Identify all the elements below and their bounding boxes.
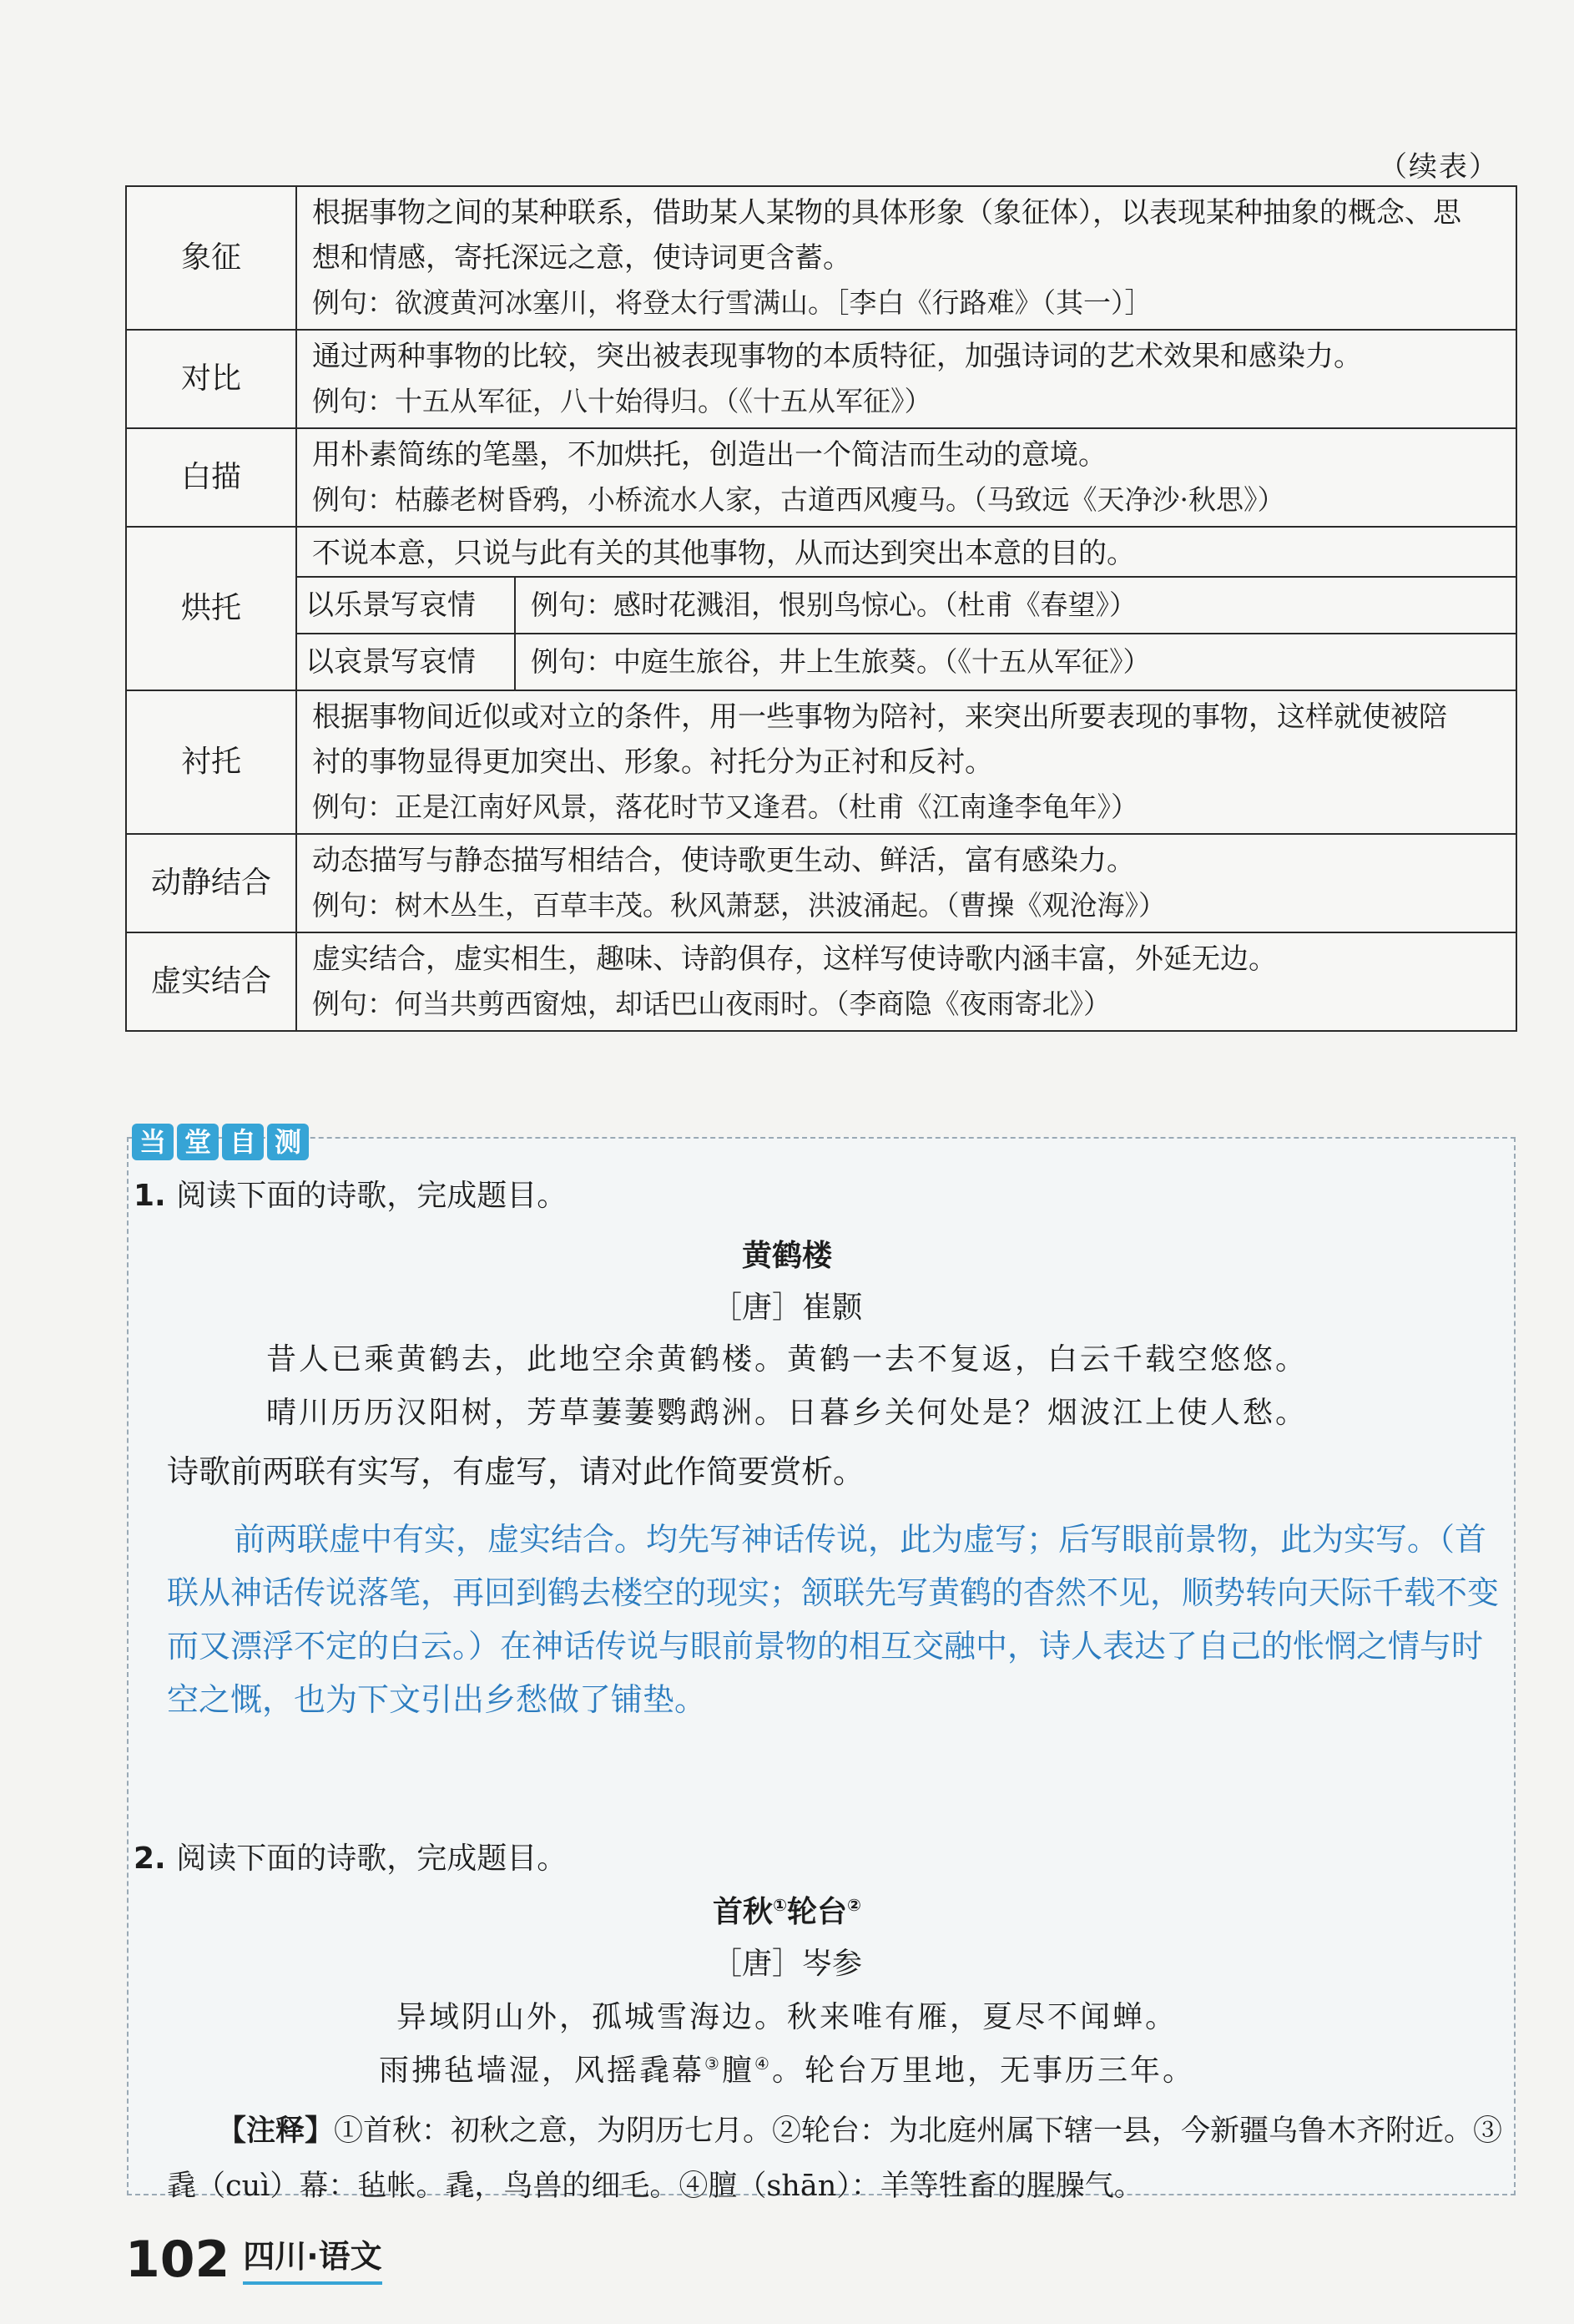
table-row	[126, 690, 1516, 834]
poem-line	[0, 2047, 1574, 2089]
poem-title: 黄鹤楼	[741, 1239, 832, 1273]
annotation	[167, 2104, 1511, 2214]
continuation-label: （续表）	[1379, 150, 1499, 184]
table-row	[126, 428, 1516, 527]
badge-char: 测	[267, 1124, 309, 1160]
book-label: 四川·语文	[243, 2231, 381, 2285]
technique-desc: 不说本意，只说与此有关的其他事物，从而达到突出本意的目的。	[312, 537, 1135, 570]
technique-desc: 动态描写与静态描写相结合，使诗歌更生动、鲜活，富有感染力。	[312, 844, 1135, 877]
sub-row-example: 例句：感时花溅泪，恨别鸟惊心。（杜甫《春望》）	[531, 589, 1137, 621]
question-instruction: 阅读下面的诗歌，完成题目。	[176, 1179, 568, 1213]
badge-char: 当	[132, 1124, 174, 1160]
badge-char: 堂	[177, 1124, 219, 1160]
annotation-tag: 【注释】	[217, 2114, 335, 2148]
technique-example: 例句：正是江南好风景，落花时节又逢君。（杜甫《江南逢李龟年》）	[312, 791, 1138, 823]
technique-desc: 根据事物之间的某种联系，借助某人某物的具体形象（象征体），以表现某种抽象的概念、思	[312, 196, 1461, 230]
badge-char: 自	[222, 1124, 264, 1160]
table-row	[126, 330, 1516, 428]
question-number: 1.	[134, 1179, 166, 1213]
poem-author: ［唐］崔颢	[711, 1291, 862, 1325]
technique-desc: 想和情感，寄托深远之意，使诗词更含蓄。	[312, 241, 851, 275]
sub-row	[297, 576, 1516, 633]
footnote-mark: ③	[704, 2054, 722, 2074]
question-prompt: 诗歌前两联有实写，有虚写，请对此作简要赏析。	[167, 1453, 865, 1490]
poem-title-part: 首秋	[713, 1895, 774, 1929]
technique-name: 动静结合	[126, 834, 296, 932]
technique-desc: 用朴素简练的笔墨，不加烘托，创造出一个简洁而生动的意境。	[312, 438, 1107, 472]
technique-name: 虚实结合	[126, 932, 296, 1031]
technique-name: 白描	[126, 428, 296, 527]
technique-name: 象征	[126, 186, 296, 330]
technique-desc: 衬的事物显得更加突出、形象。衬托分为正衬和反衬。	[312, 745, 993, 779]
table-row	[126, 186, 1516, 330]
technique-example: 例句：树木丛生，百草丰茂。秋风萧瑟，洪波涌起。（曹操《观沧海》）	[312, 889, 1166, 922]
sub-row-label: 以乐景写哀情	[297, 578, 516, 633]
technique-desc: 虚实结合，虚实相生，趣味、诗韵俱存，这样写使诗歌内涵丰富，外延无边。	[312, 942, 1277, 976]
sub-row	[297, 633, 1516, 690]
footnote-mark: ④	[754, 2054, 772, 2074]
poem-line-part: 雨拂毡墙湿，风摇毳幕	[379, 2054, 705, 2088]
poem-title	[0, 1888, 1574, 1931]
table-row	[126, 834, 1516, 932]
technique-example: 例句：欲渡黄河冰塞川，将登太行雪满山。［李白《行路难》（其一）］	[312, 286, 1153, 319]
poem-line: 异域阴山外，孤城雪海边。秋来唯有雁，夏尽不闻蝉。	[396, 2000, 1178, 2034]
technique-desc: 通过两种事物的比较，突出被表现事物的本质特征，加强诗词的艺术效果和感染力。	[312, 340, 1362, 373]
poem-line-part: 。轮台万里地，无事历三年。	[771, 2054, 1195, 2088]
question-1-heading	[134, 1172, 567, 1215]
question-number: 2.	[134, 1842, 166, 1876]
sub-row-label: 以哀景写哀情	[297, 634, 516, 690]
poem-line: 晴川历历汉阳树，芳草萋萋鹦鹉洲。日暮乡关何处是？烟波江上使人愁。	[265, 1396, 1308, 1430]
technique-name: 烘托	[126, 527, 296, 690]
page-number: 102	[125, 2231, 230, 2289]
technique-example: 例句：十五从军征，八十始得归。（《十五从军征》）	[312, 385, 932, 417]
question-instruction: 阅读下面的诗歌，完成题目。	[176, 1842, 568, 1876]
poem-title-part: 轮台	[787, 1895, 848, 1929]
technique-example: 例句：何当共剪西窗烛，却话巴山夜雨时。（李商隐《夜雨寄北》）	[312, 988, 1111, 1020]
footnote-mark: ①	[773, 1895, 787, 1915]
technique-name: 衬托	[126, 690, 296, 834]
technique-table	[125, 185, 1517, 1032]
technique-desc: 根据事物间近似或对立的条件，用一些事物为陪衬，来突出所要表现的事物，这样就使被陪	[312, 700, 1447, 734]
technique-example: 例句：枯藤老树昏鸦，小桥流水人家，古道西风瘦马。（马致远《天净沙·秋思》）	[312, 483, 1285, 516]
answer-text: 前两联虚中有实，虚实结合。均先写神话传说，此为虚写；后写眼前景物，此为实写。（首联从神话传说落笔，再回到鹤去楼空的现实；颔联先写黄鹤的杳然不见，顺势转向天际千载不变而又漂浮不定的白云。）在神话传说与眼前景物的相互交融中，诗人表达了自己的怅惘之情与时空之慨，也为下文引出乡愁做了铺垫。	[167, 1521, 1500, 1718]
poem-author: ［唐］岑参	[711, 1947, 862, 1981]
table-row	[126, 932, 1516, 1031]
question-2-heading	[134, 1835, 567, 1877]
poem-line-part: 膻	[721, 2054, 754, 2088]
page-footer	[125, 2231, 382, 2289]
technique-name: 对比	[126, 330, 296, 428]
sub-row-example: 例句：中庭生旅谷，井上生旅葵。（《十五从军征》）	[531, 645, 1151, 678]
annotation-text: ①首秋：初秋之意，为阴历七月。②轮台：为北庭州属下辖一县，今新疆乌鲁木齐附近。③毳（cuì）幕：毡帐。毳，鸟兽的细毛。④膻（shān）：羊等牲畜的腥臊气。	[167, 2114, 1503, 2203]
table-row	[126, 527, 1516, 690]
footnote-mark: ②	[847, 1895, 861, 1915]
poem-line: 昔人已乘黄鹤去，此地空余黄鹤楼。黄鹤一去不复返，白云千载空悠悠。	[265, 1342, 1308, 1377]
section-badge	[132, 1124, 309, 1160]
